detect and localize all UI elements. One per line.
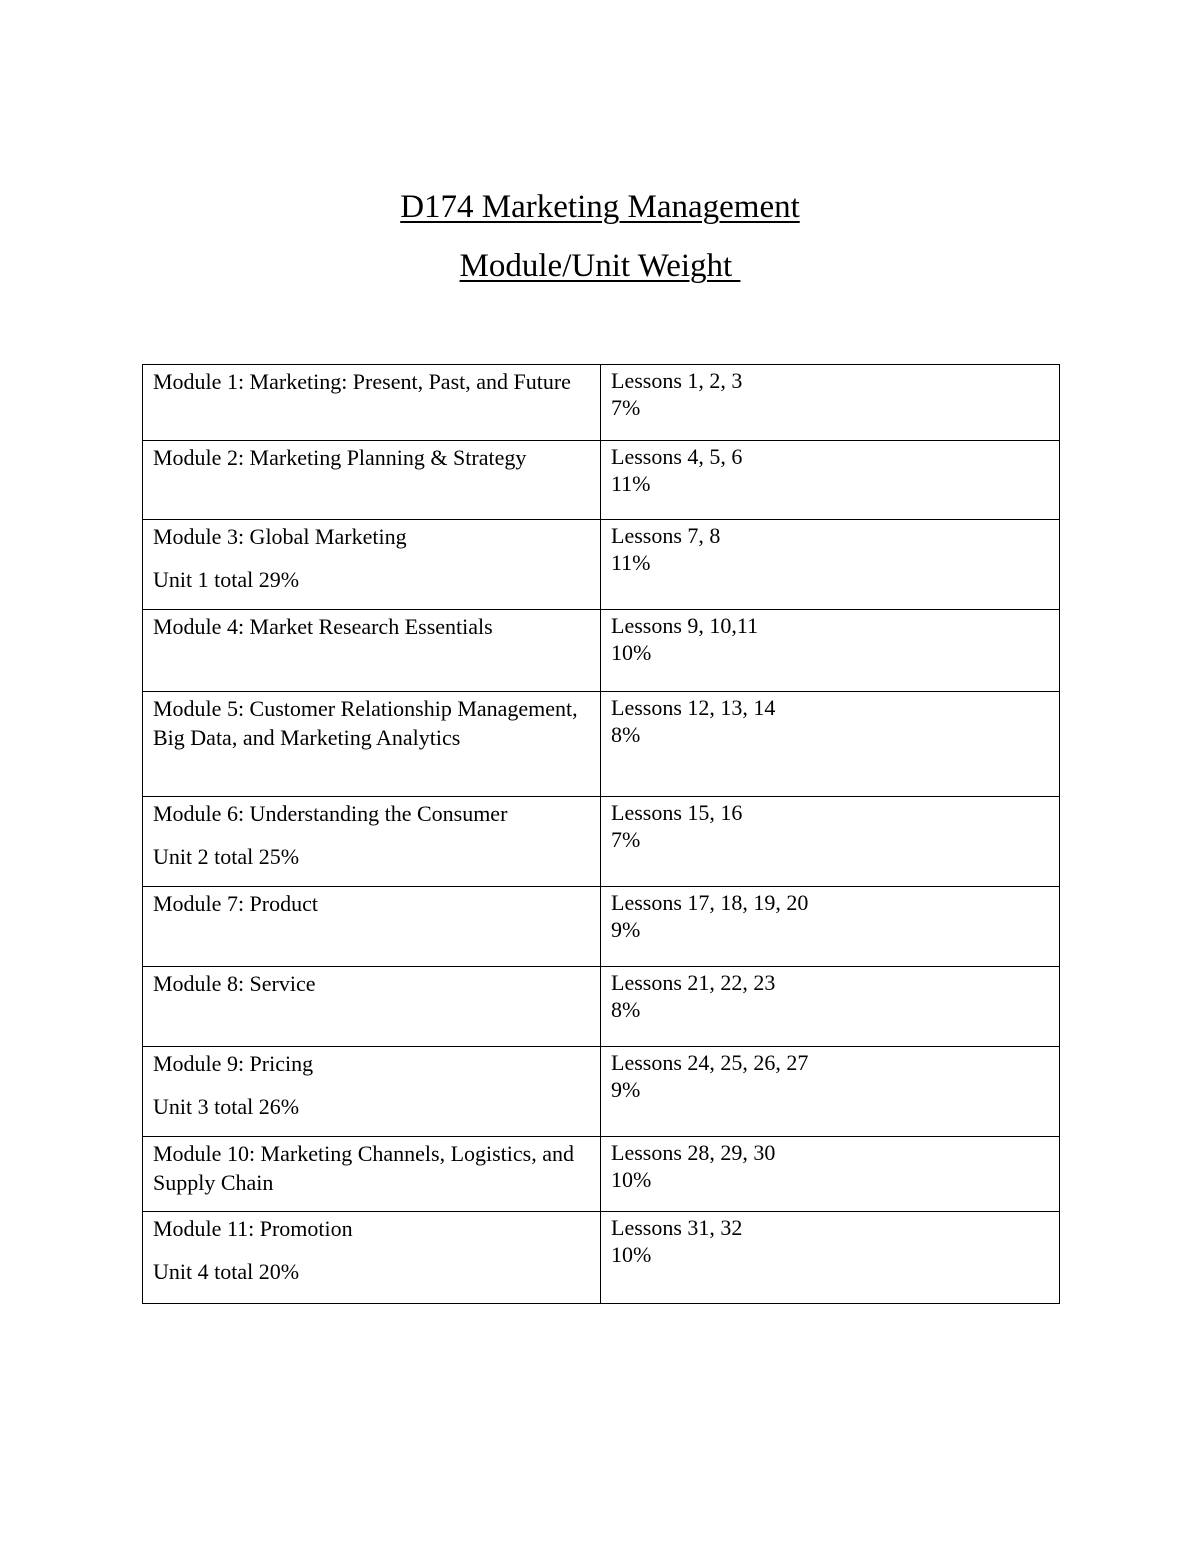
unit-total: Unit 1 total 29% <box>153 567 300 592</box>
table-row <box>143 967 1060 1047</box>
module-cell <box>143 1212 601 1304</box>
table-row <box>143 887 1060 967</box>
table-row <box>143 692 1060 797</box>
lessons-list: Lessons 17, 18, 19, 20 <box>611 890 809 915</box>
module-weight: 10% <box>611 1242 652 1267</box>
module-name: Module 6: Understanding the Consumer <box>153 801 508 826</box>
module-cell <box>143 797 601 887</box>
lessons-cell <box>601 365 1060 441</box>
module-name: Module 4: Market Research Essentials <box>153 614 493 639</box>
module-weight: 7% <box>611 827 641 852</box>
module-weight: 10% <box>611 640 652 665</box>
unit-total: Unit 2 total 25% <box>153 844 300 869</box>
lessons-list: Lessons 4, 5, 6 <box>611 444 743 469</box>
module-name: Module 7: Product <box>153 891 318 916</box>
module-name: Module 5: Customer Relationship Management, Big Data, and Marketing Analytics <box>153 696 578 750</box>
lessons-list: Lessons 24, 25, 26, 27 <box>611 1050 809 1075</box>
table-row <box>143 1047 1060 1137</box>
lessons-list: Lessons 31, 32 <box>611 1215 743 1240</box>
module-weight: 8% <box>611 722 641 747</box>
lessons-cell <box>601 520 1060 610</box>
table-row <box>143 1137 1060 1212</box>
lessons-list: Lessons 21, 22, 23 <box>611 970 776 995</box>
module-name: Module 3: Global Marketing <box>153 524 407 549</box>
document-title: D174 Marketing Management <box>400 189 800 225</box>
lessons-cell <box>601 1047 1060 1137</box>
module-name: Module 1: Marketing: Present, Past, and Future <box>153 369 571 394</box>
lessons-cell <box>601 967 1060 1047</box>
document-subtitle: Module/Unit Weight <box>459 248 741 284</box>
lessons-cell <box>601 887 1060 967</box>
lessons-list: Lessons 1, 2, 3 <box>611 368 743 393</box>
table-row <box>143 365 1060 441</box>
lessons-list: Lessons 9, 10,11 <box>611 613 759 638</box>
lessons-cell <box>601 797 1060 887</box>
lessons-cell <box>601 1137 1060 1212</box>
module-name: Module 9: Pricing <box>153 1051 314 1076</box>
lessons-list: Lessons 7, 8 <box>611 523 721 548</box>
module-cell <box>143 692 601 797</box>
module-weight-table <box>142 364 1060 1304</box>
module-cell <box>143 441 601 520</box>
table-row <box>143 520 1060 610</box>
module-weight: 11% <box>611 471 651 496</box>
table-row <box>143 441 1060 520</box>
table-row <box>143 610 1060 692</box>
module-name: Module 2: Marketing Planning & Strategy <box>153 445 527 470</box>
module-cell <box>143 520 601 610</box>
lessons-cell <box>601 610 1060 692</box>
module-cell <box>143 610 601 692</box>
module-weight: 7% <box>611 395 641 420</box>
module-name: Module 10: Marketing Channels, Logistics, and Supply Chain <box>153 1141 574 1195</box>
lessons-list: Lessons 28, 29, 30 <box>611 1140 776 1165</box>
module-cell <box>143 887 601 967</box>
table-row <box>143 797 1060 887</box>
module-weight: 9% <box>611 1077 641 1102</box>
lessons-cell <box>601 441 1060 520</box>
unit-total: Unit 4 total 20% <box>153 1259 300 1284</box>
lessons-list: Lessons 15, 16 <box>611 800 743 825</box>
module-cell <box>143 967 601 1047</box>
unit-total: Unit 3 total 26% <box>153 1094 300 1119</box>
lessons-list: Lessons 12, 13, 14 <box>611 695 776 720</box>
module-weight: 8% <box>611 997 641 1022</box>
module-name: Module 8: Service <box>153 971 316 996</box>
module-name: Module 11: Promotion <box>153 1216 353 1241</box>
lessons-cell <box>601 692 1060 797</box>
module-weight: 10% <box>611 1167 652 1192</box>
module-weight: 9% <box>611 917 641 942</box>
module-weight: 11% <box>611 550 651 575</box>
module-cell <box>143 1137 601 1212</box>
module-cell <box>143 1047 601 1137</box>
module-cell <box>143 365 601 441</box>
table-row <box>143 1212 1060 1304</box>
lessons-cell <box>601 1212 1060 1304</box>
